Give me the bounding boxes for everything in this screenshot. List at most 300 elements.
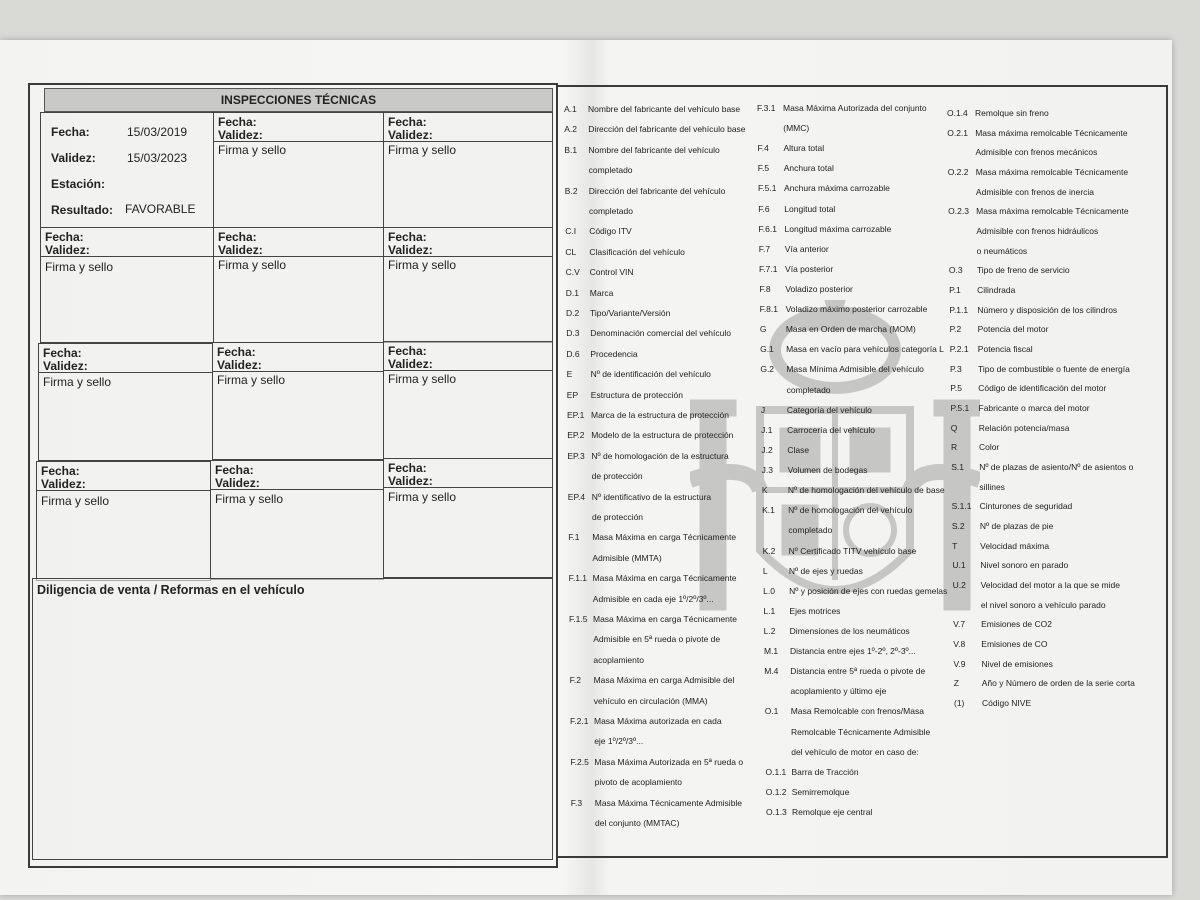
legend-description: Masa Remolcable con frenos/Masa	[790, 706, 924, 717]
legend-item	[565, 165, 633, 175]
legend-description: vehículo en circulación (MMA)	[593, 695, 708, 706]
legend-description: Admisible en 5ª rueda o pivote de	[593, 634, 721, 645]
firma-label: Firma y sello	[41, 494, 110, 508]
firma-label: Firma y sello	[45, 260, 114, 274]
legend-description: o neumáticos	[976, 245, 1028, 256]
legend-item	[567, 451, 728, 461]
legend-description: Remolque sin freno	[975, 108, 1049, 118]
firma-label: Firma y sello	[388, 490, 457, 504]
legend-item	[947, 108, 1049, 118]
legend-item	[949, 246, 1028, 256]
legend-code: D.6	[566, 348, 580, 359]
legend-description: Emisiones de CO2	[981, 619, 1052, 630]
legend-item	[948, 187, 1094, 197]
fecha-label: Fecha:	[388, 344, 427, 358]
legend-item	[951, 462, 1133, 472]
legend-item	[570, 716, 722, 726]
legend-item	[757, 123, 809, 133]
legend-code: A.2	[564, 124, 577, 135]
legend-item	[569, 634, 720, 644]
legend-code: F.3.1	[757, 103, 776, 113]
validez-label: Validez:	[218, 243, 263, 257]
legend-item	[564, 145, 719, 155]
legend-description: Código de identificación del motor	[978, 383, 1107, 394]
legend-item	[951, 423, 1070, 433]
legend-code: F.8.1	[759, 304, 778, 315]
legend-description: completado	[788, 525, 833, 536]
legend-item	[948, 206, 1128, 216]
legend-description: Longitud máxima carrozable	[784, 223, 892, 234]
legend-description: Clase	[787, 444, 810, 455]
firma-label: Firma y sello	[388, 143, 457, 157]
legend-item	[570, 696, 708, 706]
fecha-label: Fecha:	[388, 461, 427, 475]
diligencia-section	[32, 578, 553, 860]
legend-description: Nombre del fabricante del vehículo	[588, 144, 720, 155]
firma-label: Firma y sello	[388, 372, 457, 386]
validez-label: Validez:	[218, 128, 263, 142]
legend-code: S.1	[951, 462, 964, 472]
fecha-label: Fecha:	[41, 464, 80, 478]
inspection-cell-8	[212, 342, 384, 460]
legend-description: Cilindrada	[977, 285, 1016, 295]
legend-code: K	[761, 485, 768, 496]
fecha-value: 15/03/2019	[127, 125, 188, 139]
legend-code: R	[950, 442, 958, 453]
legend-description: Admisible con frenos hidráulicos	[976, 226, 1099, 236]
legend-item	[569, 573, 737, 583]
legend-description: Categoría del vehículo	[786, 404, 872, 415]
legend-code: EP.1	[567, 410, 585, 420]
legend-code: P.3	[950, 363, 962, 374]
validez-label: Validez:	[45, 243, 90, 257]
legend-code: V.9	[953, 658, 966, 669]
legend-code: F.6	[758, 203, 770, 214]
legend-item	[763, 566, 863, 576]
legend-item	[570, 675, 735, 685]
legend-item	[567, 430, 733, 440]
legend-code: P.2.1	[949, 344, 969, 354]
legend-description: Fabricante o marca del motor	[978, 403, 1090, 413]
legend-description: Color	[978, 442, 1000, 453]
legend-description: Admisible en cada eje 1º/2º/3º...	[592, 593, 714, 604]
legend-description: Masa Mínima Admisible del vehículo	[786, 364, 924, 375]
estacion-label: Estación:	[51, 177, 106, 191]
legend-item	[568, 492, 711, 502]
legend-code: J.3	[761, 465, 773, 476]
legend-code: V.8	[953, 639, 966, 649]
legend-code: L.0	[763, 585, 775, 596]
legend-description: Velocidad del motor a la que se mide	[980, 580, 1120, 590]
legend-description: Velocidad máxima	[980, 540, 1050, 551]
legend-description: Semirremolque	[791, 786, 850, 797]
legend-description: Admisible (MMTA)	[592, 552, 662, 563]
legend-code: P.2	[949, 324, 962, 335]
legend-code: U.1	[952, 560, 966, 571]
fecha-label: Fecha:	[218, 230, 257, 244]
legend-code: V.7	[953, 619, 966, 630]
legend-description: del vehículo de motor en caso de:	[791, 746, 919, 757]
fecha-label: Fecha:	[217, 345, 256, 359]
legend-item	[758, 143, 825, 153]
legend-description: Tipo/Variante/Versión	[590, 308, 671, 318]
legend-item	[568, 512, 643, 522]
legend-description: Remolcable Técnicamente Admisible	[790, 726, 931, 737]
legend-item	[766, 787, 850, 797]
legend-item	[569, 614, 737, 624]
legend-description: Distancia entre ejes 1º-2º, 2º-3º...	[789, 646, 916, 657]
legend-description: pivoto de acoplamiento	[594, 777, 683, 788]
legend-code: M.4	[764, 666, 779, 677]
legend-description: Masa Máxima en carga Técnicamente	[592, 532, 737, 543]
legend-description: Modelo de la estructura de protección	[591, 430, 734, 441]
legend-description: Control VIN	[589, 267, 634, 278]
legend-item	[764, 646, 916, 656]
legend-item	[564, 104, 740, 114]
legend-item	[567, 410, 729, 420]
legend-code: E	[566, 369, 573, 380]
validez-label: Validez:	[43, 359, 88, 373]
legend-description: Nº de homologación del vehículo de base	[787, 485, 945, 496]
legend-item	[954, 698, 1031, 708]
legend-description: Masa Máxima en carga Técnicamente	[592, 573, 737, 584]
legend-description: Masa máxima remolcable Técnicamente	[975, 127, 1128, 138]
legend-item	[947, 128, 1127, 138]
legend-code: B.1	[564, 144, 578, 155]
legend-description: Nº y posición de ejes con ruedas gemelas	[789, 585, 948, 596]
legend-item	[760, 364, 923, 374]
legend-code: O.1.4	[947, 108, 968, 118]
inspection-cell-9	[383, 341, 553, 459]
legend-item	[950, 364, 1130, 374]
legend-item	[764, 686, 886, 696]
legend-code: Z	[953, 678, 959, 689]
legend-item	[952, 541, 1049, 551]
legend-item	[950, 344, 1033, 354]
legend-description: Masa Máxima Técnicamente Admisible	[594, 797, 743, 808]
legend-description: completado	[589, 206, 633, 216]
validez-label: Validez:	[51, 151, 96, 165]
legend-description: Nº de ejes y ruedas	[788, 565, 863, 576]
legend-code: P.1	[949, 285, 961, 295]
legend-item	[763, 546, 917, 556]
legend-code: F.2.5	[570, 756, 589, 767]
fecha-label: Fecha:	[388, 115, 427, 129]
legend-description: completado	[786, 384, 831, 395]
legend-code: L.1	[763, 605, 776, 616]
legend-code: O.2.1	[947, 127, 969, 138]
legend-description: Anchura máxima carrozable	[784, 183, 890, 194]
legend-code: C.V	[565, 267, 580, 278]
legend-code: J.1	[761, 424, 773, 435]
legend-code: F.3	[570, 797, 583, 808]
legend-item	[566, 349, 637, 359]
legend-item	[954, 659, 1053, 669]
legend-code: F.1.1	[568, 573, 588, 584]
legend-description: Nº Certificado TITV vehículo base	[788, 545, 917, 556]
legend-description: Masa Máxima en carga Admisible del	[593, 675, 735, 686]
inspection-cell-11	[210, 460, 384, 580]
legend-item	[954, 678, 1135, 688]
firma-label: Firma y sello	[217, 373, 286, 387]
legend-code: T	[952, 540, 958, 551]
legend-description: Número y disposición de los cilindros	[977, 304, 1118, 315]
legend-code: EP.2	[567, 430, 585, 441]
legend-description: Código NIVE	[982, 698, 1032, 708]
legend-item	[570, 757, 743, 767]
legend-item	[569, 655, 644, 665]
legend-item	[760, 344, 944, 354]
legend-item	[566, 288, 614, 298]
legend-code: D.3	[566, 328, 580, 339]
legend-description: Nombre del fabricante del vehículo base	[588, 104, 741, 114]
legend-description: Masa Máxima Autorizada del conjunto	[783, 103, 927, 113]
legend-description: Año y Número de orden de la serie corta	[981, 678, 1135, 689]
legend-item	[953, 619, 1052, 629]
legend-item	[758, 204, 835, 214]
legend-description: de protección	[592, 512, 644, 522]
legend-item	[571, 798, 742, 808]
inspection-cell-2	[213, 112, 384, 228]
legend-code: B.2	[564, 185, 578, 196]
legend-description: Volumen de bodegas	[787, 465, 868, 476]
legend-description: Admisible con frenos mecánicos	[975, 147, 1098, 158]
legend-code: P.1.1	[949, 304, 969, 315]
firma-label: Firma y sello	[215, 492, 284, 506]
legend-code: J	[760, 404, 766, 415]
legend-description: Relación potencia/masa	[978, 422, 1070, 433]
inspection-cell-5	[213, 227, 384, 343]
legend-code: F.7.1	[759, 263, 778, 274]
legend-item	[764, 666, 925, 676]
legend-code: EP.4	[567, 491, 586, 502]
legend-item	[953, 639, 1047, 649]
legend-item	[566, 267, 634, 277]
legend-description: Nivel de emisiones	[981, 658, 1053, 669]
resultado-value: FAVORABLE	[125, 202, 196, 216]
legend-code: U.2	[952, 580, 966, 590]
legend-description: Clasificación del vehículo	[589, 246, 685, 257]
legend-description: Masa en Orden de marcha (MOM)	[785, 324, 916, 335]
legend-code: F.6.1	[758, 223, 777, 234]
legend-code: O.2.2	[947, 167, 969, 177]
inspection-cell-12	[383, 458, 553, 578]
legend-description: Masa máxima remolcable Técnicamente	[976, 206, 1129, 217]
legend-item	[760, 324, 916, 334]
legend-description: Ejes motrices	[789, 605, 841, 616]
legend-description: Emisiones de CO	[981, 639, 1048, 649]
legend-description: Tipo de freno de servicio	[976, 265, 1070, 276]
inspection-cell-1	[40, 112, 214, 228]
legend-code: O.1.3	[766, 807, 787, 817]
legend-item	[568, 553, 661, 563]
legend-item	[951, 442, 999, 452]
legend-code: L.2	[763, 625, 776, 636]
legend-description: sillines	[979, 481, 1005, 492]
legend-description: Marca	[589, 287, 614, 298]
legend-code: S.2	[951, 521, 965, 531]
fecha-label: Fecha:	[388, 230, 427, 244]
legend-code: O.2.3	[948, 206, 969, 217]
legend-code: D.1	[565, 287, 580, 298]
legend-description: Nivel sonoro en parado	[980, 560, 1069, 571]
validez-label: Validez:	[388, 474, 433, 488]
legend-item	[761, 445, 809, 455]
legend-item	[950, 324, 1049, 334]
legend-item	[952, 501, 1073, 511]
legend-description: Estructura de protección	[590, 389, 683, 400]
legend-description: Cinturones de seguridad	[979, 501, 1073, 512]
legend-description: Nº identificativo de la estructura	[591, 491, 712, 502]
legend-item	[757, 103, 927, 113]
legend-item	[948, 226, 1098, 236]
legend-description: Longitud total	[784, 203, 836, 214]
diligencia-title: Diligencia de venta / Reformas en el vehículo	[37, 583, 305, 597]
legend-code: F.5	[757, 163, 770, 174]
legend-item	[949, 265, 1070, 275]
legend-item	[566, 328, 731, 338]
fecha-label: Fecha:	[215, 463, 254, 477]
validez-value: 15/03/2023	[127, 151, 188, 165]
legend-description: Dimensiones de los neumáticos	[789, 625, 910, 636]
legend-description: Masa Máxima autorizada en cada	[594, 716, 722, 726]
inspection-cell-10	[36, 461, 211, 581]
legend-description: Vía anterior	[784, 243, 829, 254]
legend-description: Dirección del fabricante del vehículo base	[588, 124, 746, 135]
legend-description: Masa Máxima en carga Técnicamente	[593, 614, 737, 624]
legend-code: O.1.1	[765, 766, 787, 777]
inspection-cell-4	[40, 227, 214, 343]
legend-description: acoplamiento	[593, 654, 644, 665]
firma-label: Firma y sello	[218, 258, 287, 272]
legend-code: L	[762, 565, 768, 576]
legend-item	[949, 285, 1015, 295]
legend-code: K.1	[762, 505, 775, 516]
legend-item	[760, 304, 928, 314]
legend-item	[569, 594, 714, 604]
legend-item	[952, 560, 1068, 570]
inspections-title: INSPECCIONES TÉCNICAS	[44, 88, 553, 112]
legend-item	[762, 465, 868, 475]
legend-description: eje 1º/2º/3º...	[594, 736, 644, 747]
legend-item	[759, 244, 829, 254]
legend-code: F.1	[568, 532, 580, 543]
legend-item	[759, 284, 853, 294]
fecha-label: Fecha:	[43, 346, 82, 360]
legend-item	[759, 264, 833, 274]
legend-description: acoplamiento y último eje	[790, 686, 887, 697]
legend-code: O.3	[948, 265, 963, 276]
legend-item	[570, 736, 643, 746]
legend-description: Voladizo posterior	[785, 284, 853, 295]
legend-code: Q	[950, 422, 958, 433]
legend-description: del conjunto (MMTAC)	[595, 818, 680, 828]
legend-description: Admisible con frenos de inercia	[975, 186, 1095, 197]
validez-label: Validez:	[388, 357, 433, 371]
legend-code: EP	[566, 389, 579, 400]
legend-item	[765, 767, 858, 777]
legend-description: completado	[588, 165, 633, 176]
legend-code: S.1.1	[951, 501, 972, 512]
legend-code: A.1	[564, 104, 577, 114]
legend-description: Masa en vacío para vehículos categoría L	[786, 344, 944, 355]
legend-description: Marca de la estructura de protección	[591, 410, 729, 420]
legend-description: el nivel sonoro a vehículo parado	[980, 599, 1106, 610]
legend-item	[564, 124, 745, 134]
inspection-cell-6	[383, 227, 553, 343]
legend-item	[766, 807, 872, 817]
legend-item	[568, 471, 643, 481]
legend-item	[565, 226, 632, 236]
legend-code: G	[759, 324, 767, 335]
legend-item	[762, 505, 912, 515]
legend-item	[949, 305, 1117, 315]
legend-item	[761, 405, 872, 415]
legend-description: Anchura total	[783, 163, 834, 174]
legend-item	[758, 183, 890, 193]
legend-description: Dirección del fabricante del vehículo	[588, 185, 726, 196]
legend-code: C.I	[565, 226, 577, 237]
legend-item	[567, 390, 683, 400]
legend-item	[565, 186, 726, 196]
legend-item	[764, 626, 910, 636]
legend-description: Nº de homologación de la estructura	[591, 450, 729, 461]
legend-description: Potencia fiscal	[977, 344, 1033, 354]
legend-description: Nº de plazas de pie	[979, 521, 1054, 531]
legend-description: Carrocería del vehículo	[787, 424, 875, 435]
legend-item	[951, 482, 1005, 492]
legend-description: Distancia entre 5ª rueda o pivote de	[790, 666, 926, 677]
legend-item	[762, 485, 945, 495]
legend-code: P.5.1	[950, 403, 970, 413]
legend-description: Masa máxima remolcable Técnicamente	[975, 167, 1129, 177]
legend-item	[761, 425, 875, 435]
legend-item	[565, 247, 684, 257]
validez-label: Validez:	[388, 128, 433, 142]
resultado-label: Resultado:	[51, 203, 114, 217]
validez-label: Validez:	[215, 476, 260, 490]
legend-description: Altura total	[783, 143, 825, 154]
legend-item	[568, 532, 736, 542]
validez-label: Validez:	[388, 243, 433, 257]
legend-item	[571, 818, 679, 828]
legend-code: G.2	[760, 364, 775, 375]
legend-description: Vía posterior	[785, 263, 834, 274]
legend-description: (MMC)	[783, 123, 810, 134]
legend-item	[758, 163, 834, 173]
legend-item	[953, 600, 1106, 610]
legend-code: F.8	[759, 284, 771, 295]
legend-description: Nº de homologación del vehículo	[788, 505, 913, 516]
legend-description: Voladizo máximo posterior carrozable	[785, 304, 928, 315]
legend-description: Procedencia	[590, 348, 638, 359]
legend-description: Tipo de combustible o fuente de energía	[978, 363, 1130, 374]
legend-item	[759, 224, 892, 234]
legend-item	[763, 586, 947, 596]
legend-code: F.4	[757, 143, 769, 154]
firma-label: Firma y sello	[388, 258, 457, 272]
legend-item	[565, 206, 633, 216]
legend-code: (1)	[954, 698, 965, 708]
inspection-cell-7	[38, 343, 213, 461]
legend-item	[953, 580, 1120, 590]
legend-item	[951, 403, 1090, 413]
legend-description: Potencia del motor	[977, 324, 1049, 335]
legend-code: F.2	[569, 675, 581, 686]
legend-code: F.5.1	[758, 183, 777, 194]
legend-item	[762, 525, 832, 535]
legend-code: F.2.1	[570, 716, 589, 726]
